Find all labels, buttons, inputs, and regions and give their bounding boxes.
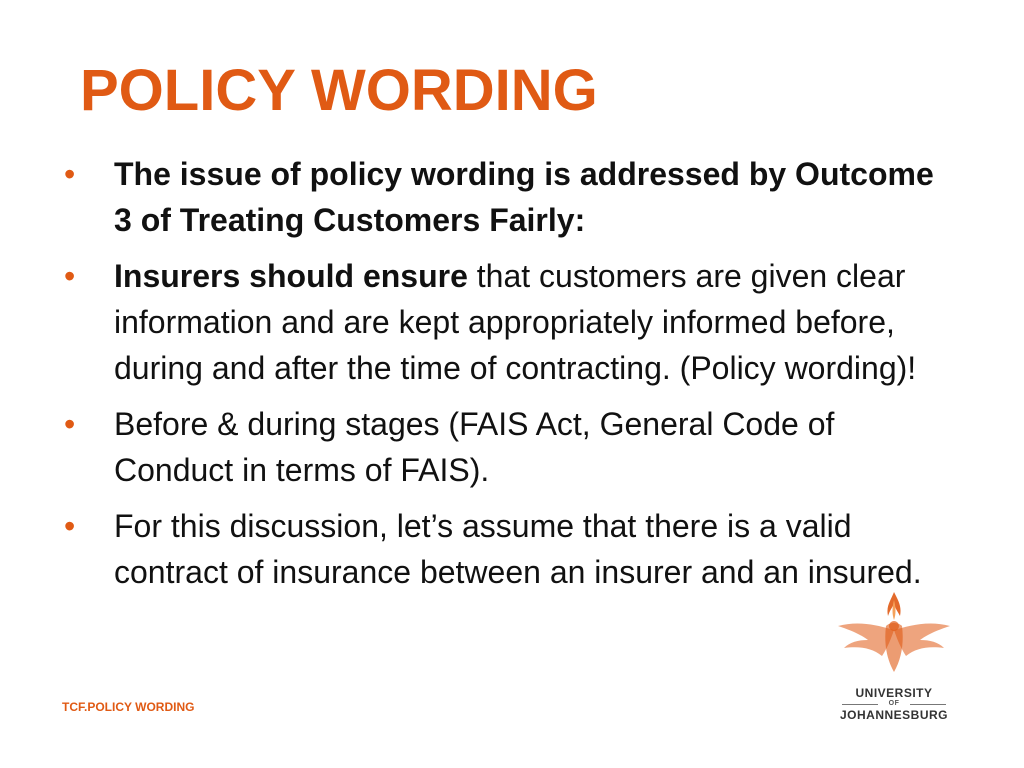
bullet-marker: • [64,406,76,442]
logo-johannesburg-text: JOHANNESBURG [839,708,948,722]
bullet-2-text: that customers are given clear information and are kept appropriately informed before, during and after the time of contracting. (Policy wording)! [114,258,917,386]
bullet-item-1 [58,151,958,243]
bullet-item-2 [58,253,958,391]
bullet-1-strong-text: The issue of policy wording is addressed by Outcome 3 of Treating Customers Fairly: [114,156,934,238]
bullet-marker: • [64,258,76,294]
bullet-marker: • [64,508,76,544]
logo-of-text: OF [888,700,900,707]
bullet-2-strong-text: Insurers should ensure [114,258,468,294]
footer-label: TCF.POLICY WORDING [62,700,195,714]
bullet-item-3 [58,401,958,493]
flame-and-wings-emblem-icon [820,586,968,686]
bullet-list [58,151,958,605]
bullet-marker: • [64,156,76,192]
bullet-4-text: For this discussion, let’s assume that there is a valid contract of insurance between an insurer and an insured. [114,508,922,590]
logo-university-text: UNIVERSITY [855,686,933,700]
university-logo [820,586,968,736]
logo-divider-right [910,704,946,705]
bullet-3-text: Before & during stages (FAIS Act, General Code of Conduct in terms of FAIS). [114,406,835,488]
slide-title: POLICY WORDING [80,58,598,123]
bullet-item-4 [58,503,958,595]
